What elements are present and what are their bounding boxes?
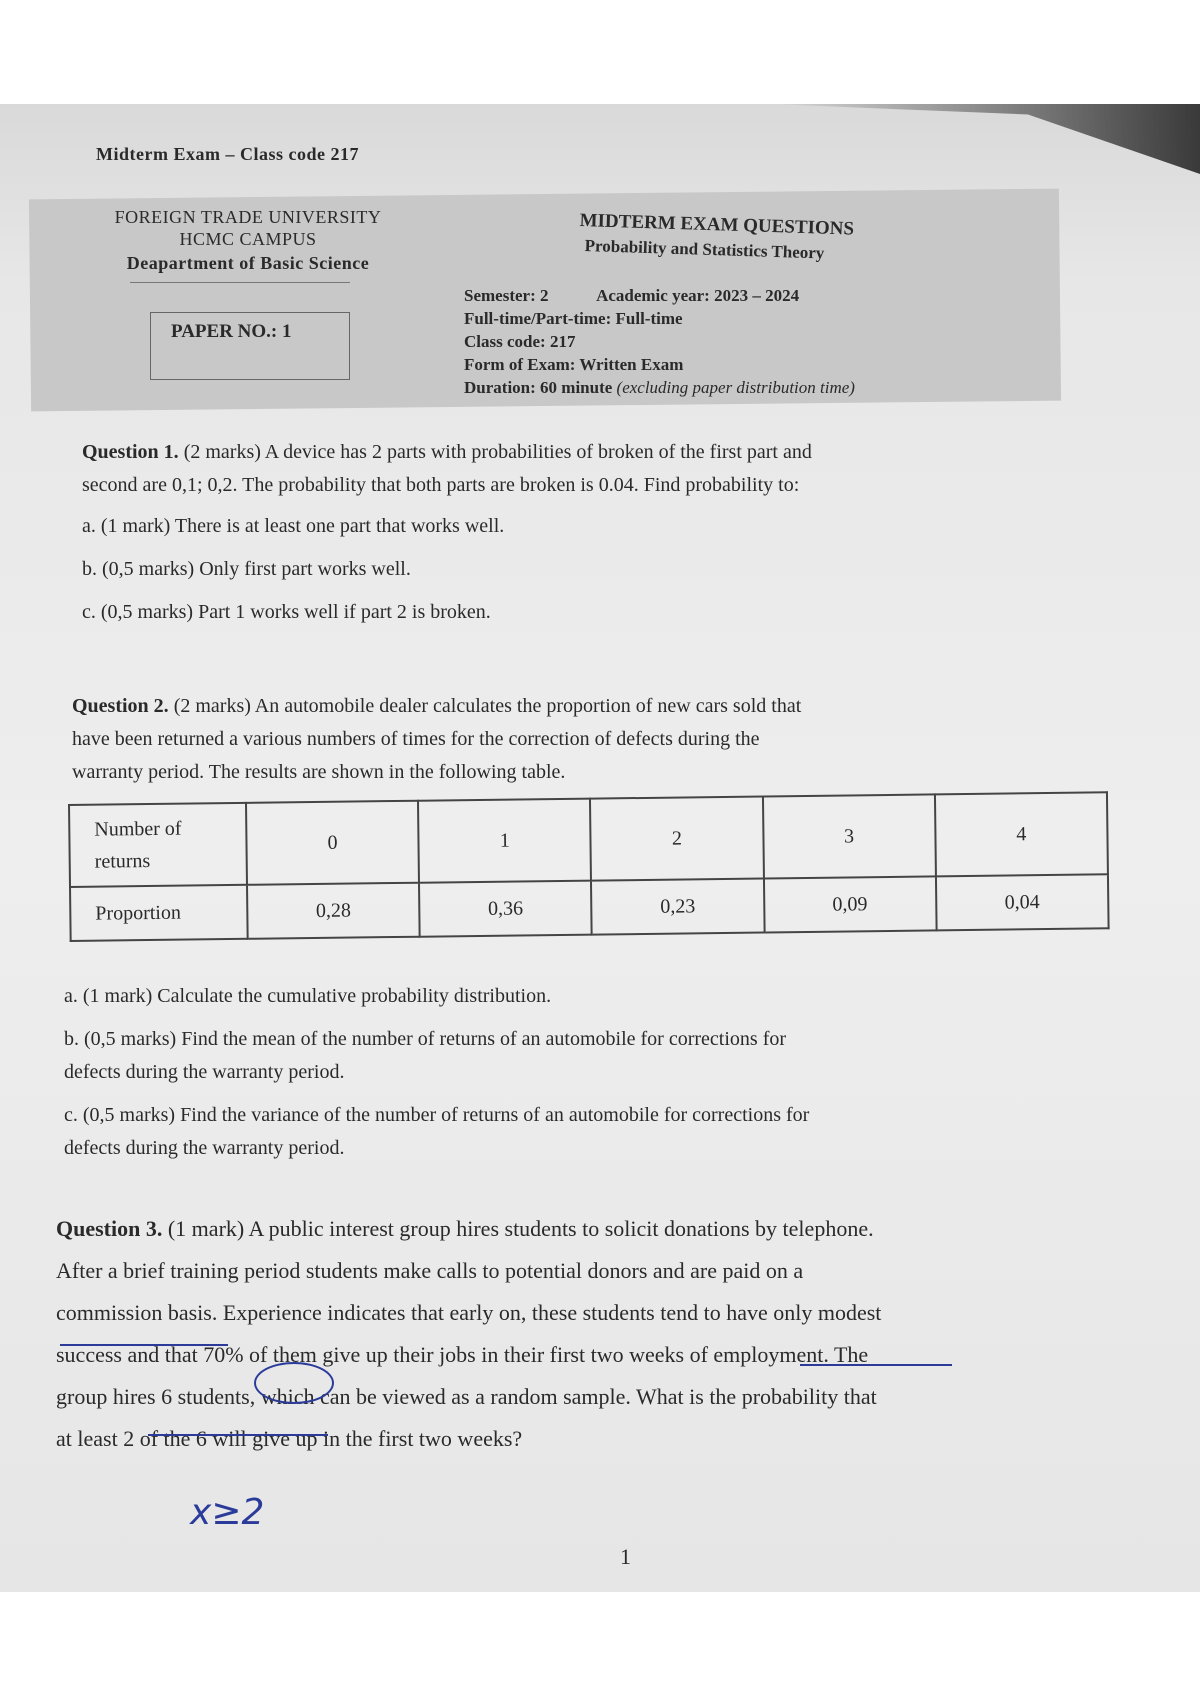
exam-form: Form of Exam: Written Exam <box>464 355 684 374</box>
table-cell: 2 <box>590 797 763 881</box>
question-2-c-2: defects during the warranty period. <box>64 1137 345 1159</box>
question-2-a: a. (1 mark) Calculate the cumulative probability distribution. <box>64 985 552 1007</box>
question-1-a: a. (1 mark) There is at least one part that works well. <box>82 515 505 537</box>
question-2-text-3: warranty period. The results are shown in the following table. <box>72 761 566 783</box>
page-number: 1 <box>620 1544 631 1569</box>
pen-underline <box>148 1434 328 1436</box>
question-3-label: Question 3. <box>56 1216 163 1241</box>
semester-line <box>464 284 855 307</box>
question-1 <box>82 436 812 629</box>
pen-underline <box>800 1364 952 1366</box>
semester: Semester: 2 <box>464 286 549 305</box>
question-2-text: (2 marks) An automobile dealer calculates the proportion of new cars sold that <box>173 695 802 717</box>
mode: Full-time/Part-time: Full-time <box>464 309 683 328</box>
table-header-proportion: Proportion <box>70 885 248 941</box>
question-3-text-2: After a brief training period students make calls to potential donors and are paid on a <box>56 1258 804 1283</box>
paper-photo <box>0 104 1200 1592</box>
duration-note: (excluding paper distribution time) <box>616 378 855 397</box>
table-cell: 0,23 <box>591 879 764 935</box>
table-row <box>70 874 1109 941</box>
table-cell: 0,04 <box>936 874 1109 930</box>
question-3-text-3: commission basis. Experience indicates that early on, these students tend to have only modest <box>56 1300 882 1325</box>
exam-info <box>464 284 855 399</box>
question-2-text-2: have been returned a various numbers of times for the correction of defects during the <box>72 728 760 750</box>
divider <box>130 282 350 283</box>
question-2-b-2: defects during the warranty period. <box>64 1061 345 1083</box>
class-code: Class code: 217 <box>464 332 576 351</box>
department-name: Deapartment of Basic Science <box>126 253 370 273</box>
question-3 <box>56 1208 881 1460</box>
university-block <box>68 206 428 274</box>
university-name: FOREIGN TRADE UNIVERSITY <box>114 207 382 227</box>
question-3-text: (1 mark) A public interest group hires students to solicit donations by telephone. <box>167 1216 874 1241</box>
question-3-text-6: at least 2 of the 6 will give up in the first two weeks? <box>56 1426 523 1451</box>
pen-circle <box>254 1362 334 1404</box>
question-3-text-5: group hires 6 students, which can be viewed as a random sample. What is the probability that <box>56 1384 877 1409</box>
table-header-returns: Number of returns <box>69 803 247 887</box>
question-1-text-2: second are 0,1; 0,2. The probability that both parts are broken is 0.04. Find probability to: <box>82 474 800 496</box>
question-2-c: c. (0,5 marks) Find the variance of the number of returns of an automobile for corrections for <box>64 1104 810 1126</box>
exam-subject: Probability and Statistics Theory <box>584 236 825 263</box>
campus-name: HCMC CAMPUS <box>179 229 317 249</box>
table-cell: 4 <box>935 792 1108 876</box>
exam-title: MIDTERM EXAM QUESTIONS <box>579 210 855 240</box>
question-1-label: Question 1. <box>82 441 179 463</box>
table-cell: 3 <box>763 794 936 878</box>
exam-code-header: Midterm Exam – Class code 217 <box>96 144 359 164</box>
table-cell: 0,09 <box>764 876 937 932</box>
pen-underline <box>60 1344 228 1346</box>
question-1-text: (2 marks) A device has 2 parts with probabilities of broken of the first part and <box>183 441 812 463</box>
question-2-b: b. (0,5 marks) Find the mean of the number of returns of an automobile for corrections for <box>64 1028 787 1050</box>
question-2-label: Question 2. <box>72 695 169 717</box>
exam-paper <box>0 104 1200 1592</box>
academic-year: Academic year: 2023 – 2024 <box>596 286 800 305</box>
duration: Duration: 60 minute <box>464 378 613 397</box>
handwritten-note: x≥2 <box>190 1492 265 1533</box>
returns-table <box>68 791 1110 942</box>
question-3-text-4: success and that 70% of them give up their jobs in their first two weeks of employment. The <box>56 1342 869 1367</box>
table-cell: 1 <box>418 799 591 883</box>
table-row <box>69 792 1108 887</box>
table-cell: 0,28 <box>247 883 420 939</box>
table-cell: 0,36 <box>419 881 592 937</box>
question-2-parts <box>64 980 809 1165</box>
table-cell: 0 <box>246 801 419 885</box>
paper-number-box: PAPER NO.: 1 <box>150 312 350 380</box>
duration-line <box>464 376 855 399</box>
question-2 <box>72 690 801 789</box>
question-1-c: c. (0,5 marks) Part 1 works well if part 2 is broken. <box>82 601 491 623</box>
question-1-b: b. (0,5 marks) Only first part works well. <box>82 558 411 580</box>
